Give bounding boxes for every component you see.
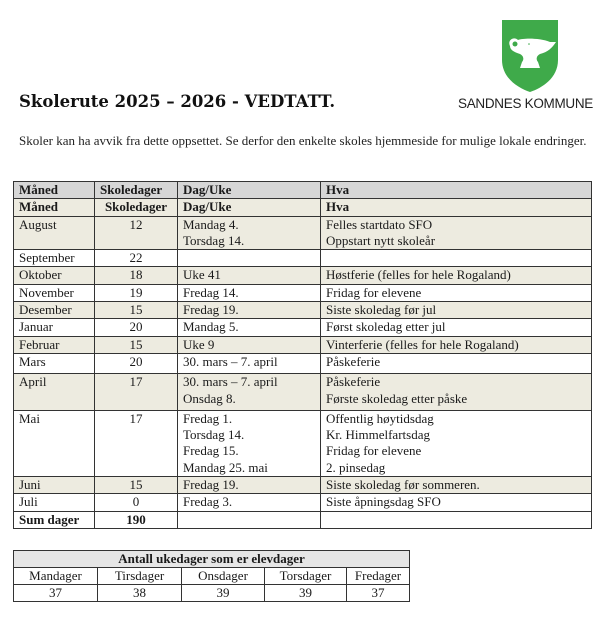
month-cell: Mai	[14, 410, 95, 476]
weekday-value: 39	[182, 585, 265, 602]
column-header-schooldays: Skoledager	[95, 182, 178, 199]
schooldays-cell: 15	[95, 477, 178, 494]
month-cell: August	[14, 216, 95, 250]
what-cell	[321, 302, 592, 319]
what-cell	[321, 477, 592, 494]
weekday-table-title: Antall ukedager som er elevdager	[14, 551, 410, 568]
day-week-cell	[178, 302, 321, 319]
day-week-cell	[178, 410, 321, 476]
weekday-label: Fredager	[347, 568, 410, 585]
event-line: Siste skoledag før sommeren.	[326, 477, 480, 493]
month-cell: September	[14, 250, 95, 267]
what-cell	[321, 267, 592, 284]
date-line: Mandag 4.	[183, 216, 239, 232]
weekday-values-row	[14, 585, 410, 602]
day-week-cell	[178, 267, 321, 284]
table-row	[14, 336, 592, 353]
date-line: 30. mars – 7. april	[183, 353, 278, 369]
column-header-what: Hva	[321, 182, 592, 199]
date-line: Uke 41	[183, 267, 221, 283]
date-line: Fredag 19.	[183, 302, 239, 318]
date-line: Fredag 3.	[183, 494, 233, 510]
event-line: Første skoledag etter påske	[326, 390, 468, 406]
weekday-count-table	[13, 550, 410, 602]
schooldays-cell: 20	[95, 319, 178, 336]
month-cell: Juni	[14, 477, 95, 494]
event-line: Fridag for elevene	[326, 443, 422, 459]
event-line: Felles startdato SFO	[326, 216, 433, 232]
weekday-value: 37	[14, 585, 98, 602]
event-line: Påskeferie	[326, 374, 381, 390]
table-row	[14, 250, 592, 267]
weekday-value: 38	[98, 585, 182, 602]
what-cell	[321, 336, 592, 353]
total-row	[14, 511, 592, 528]
schooldays-cell: 19	[95, 284, 178, 301]
total-empty-cell	[178, 511, 321, 528]
event-line: Høstferie (felles for hele Rogaland)	[326, 267, 511, 283]
event-line: Påskeferie	[326, 353, 381, 369]
what-cell	[321, 410, 592, 476]
table-row	[14, 267, 592, 284]
month-cell: Desember	[14, 302, 95, 319]
month-cell: April	[14, 374, 95, 411]
date-line: Fredag 15.	[183, 443, 239, 459]
column-header-day-week: Dag/Uke	[178, 182, 321, 199]
event-line: Siste skoledag før jul	[326, 302, 437, 318]
page-title: Skolerute 2025 – 2026 - VEDTATT.	[19, 92, 336, 111]
schooldays-cell: 15	[95, 336, 178, 353]
month-cell: Mars	[14, 353, 95, 373]
date-line: 30. mars – 7. april	[183, 374, 278, 390]
date-line: Torsdag 14.	[183, 427, 245, 443]
subheader-what: Hva	[321, 199, 592, 216]
day-week-cell	[178, 477, 321, 494]
date-line: Mandag 5.	[183, 319, 239, 335]
table-row	[14, 319, 592, 336]
sandnes-kommune-logo	[502, 20, 558, 92]
table-row	[14, 410, 592, 476]
weekday-label: Tirsdager	[98, 568, 182, 585]
schooldays-cell: 20	[95, 353, 178, 373]
weekday-table-title-row	[14, 551, 410, 568]
subheader-month: Måned	[14, 199, 95, 216]
table-header-row	[14, 182, 592, 199]
day-week-cell	[178, 250, 321, 267]
column-header-month: Måned	[14, 182, 95, 199]
date-line: Mandag 25. mai	[183, 459, 268, 475]
what-cell	[321, 284, 592, 301]
date-line: Torsdag 14.	[183, 232, 245, 248]
what-cell	[321, 353, 592, 373]
total-label: Sum dager	[14, 511, 95, 528]
table-row	[14, 284, 592, 301]
schooldays-cell: 17	[95, 374, 178, 411]
event-line: Oppstart nytt skoleår	[326, 232, 436, 248]
day-week-cell	[178, 494, 321, 511]
event-line: 2. pinsedag	[326, 459, 386, 475]
table-row	[14, 302, 592, 319]
day-week-cell	[178, 336, 321, 353]
table-subheader-row	[14, 199, 592, 216]
what-cell	[321, 494, 592, 511]
event-line: Først skoledag etter jul	[326, 319, 446, 335]
weekday-value: 37	[347, 585, 410, 602]
day-week-cell	[178, 353, 321, 373]
what-cell	[321, 216, 592, 250]
event-line: Siste åpningsdag SFO	[326, 494, 441, 510]
weekday-labels-row	[14, 568, 410, 585]
table-row	[14, 353, 592, 373]
date-line: Fredag 1.	[183, 410, 233, 426]
schooldays-cell: 15	[95, 302, 178, 319]
subheader-schooldays: Skoledager	[95, 199, 178, 216]
day-week-cell	[178, 216, 321, 250]
table-row	[14, 374, 592, 411]
month-cell: Juli	[14, 494, 95, 511]
weekday-label: Onsdager	[182, 568, 265, 585]
school-schedule-table	[13, 181, 592, 529]
date-line: Fredag 14.	[183, 284, 239, 300]
day-week-cell	[178, 374, 321, 411]
schooldays-cell: 0	[95, 494, 178, 511]
total-value: 190	[95, 511, 178, 528]
schooldays-cell: 12	[95, 216, 178, 250]
date-line: Uke 9	[183, 336, 215, 352]
event-line: Offentlig høytidsdag	[326, 410, 434, 426]
date-line: Fredag 19.	[183, 477, 239, 493]
organization-name: SANDNES KOMMUNE	[458, 96, 594, 111]
table-row	[14, 216, 592, 250]
what-cell	[321, 319, 592, 336]
intro-text: Skoler kan ha avvik fra dette oppsettet. Se derfor den enkelte skoles hjemmeside for mulige lokale endringer.	[19, 133, 587, 148]
event-line: Vinterferie (felles for hele Rogaland)	[326, 336, 519, 352]
table-row	[14, 494, 592, 511]
table-row	[14, 477, 592, 494]
subheader-day-week: Dag/Uke	[178, 199, 321, 216]
schooldays-cell: 18	[95, 267, 178, 284]
schooldays-cell: 22	[95, 250, 178, 267]
month-cell: Oktober	[14, 267, 95, 284]
what-cell	[321, 250, 592, 267]
weekday-value: 39	[265, 585, 347, 602]
event-line: Fridag for elevene	[326, 284, 422, 300]
total-empty-cell	[321, 511, 592, 528]
date-line: Onsdag 8.	[183, 390, 236, 406]
shield-anvil-icon	[502, 20, 558, 92]
day-week-cell	[178, 284, 321, 301]
month-cell: November	[14, 284, 95, 301]
month-cell: Februar	[14, 336, 95, 353]
weekday-label: Torsdager	[265, 568, 347, 585]
weekday-label: Mandager	[14, 568, 98, 585]
what-cell	[321, 374, 592, 411]
schooldays-cell: 17	[95, 410, 178, 476]
event-line: Kr. Himmelfartsdag	[326, 427, 430, 443]
day-week-cell	[178, 319, 321, 336]
month-cell: Januar	[14, 319, 95, 336]
